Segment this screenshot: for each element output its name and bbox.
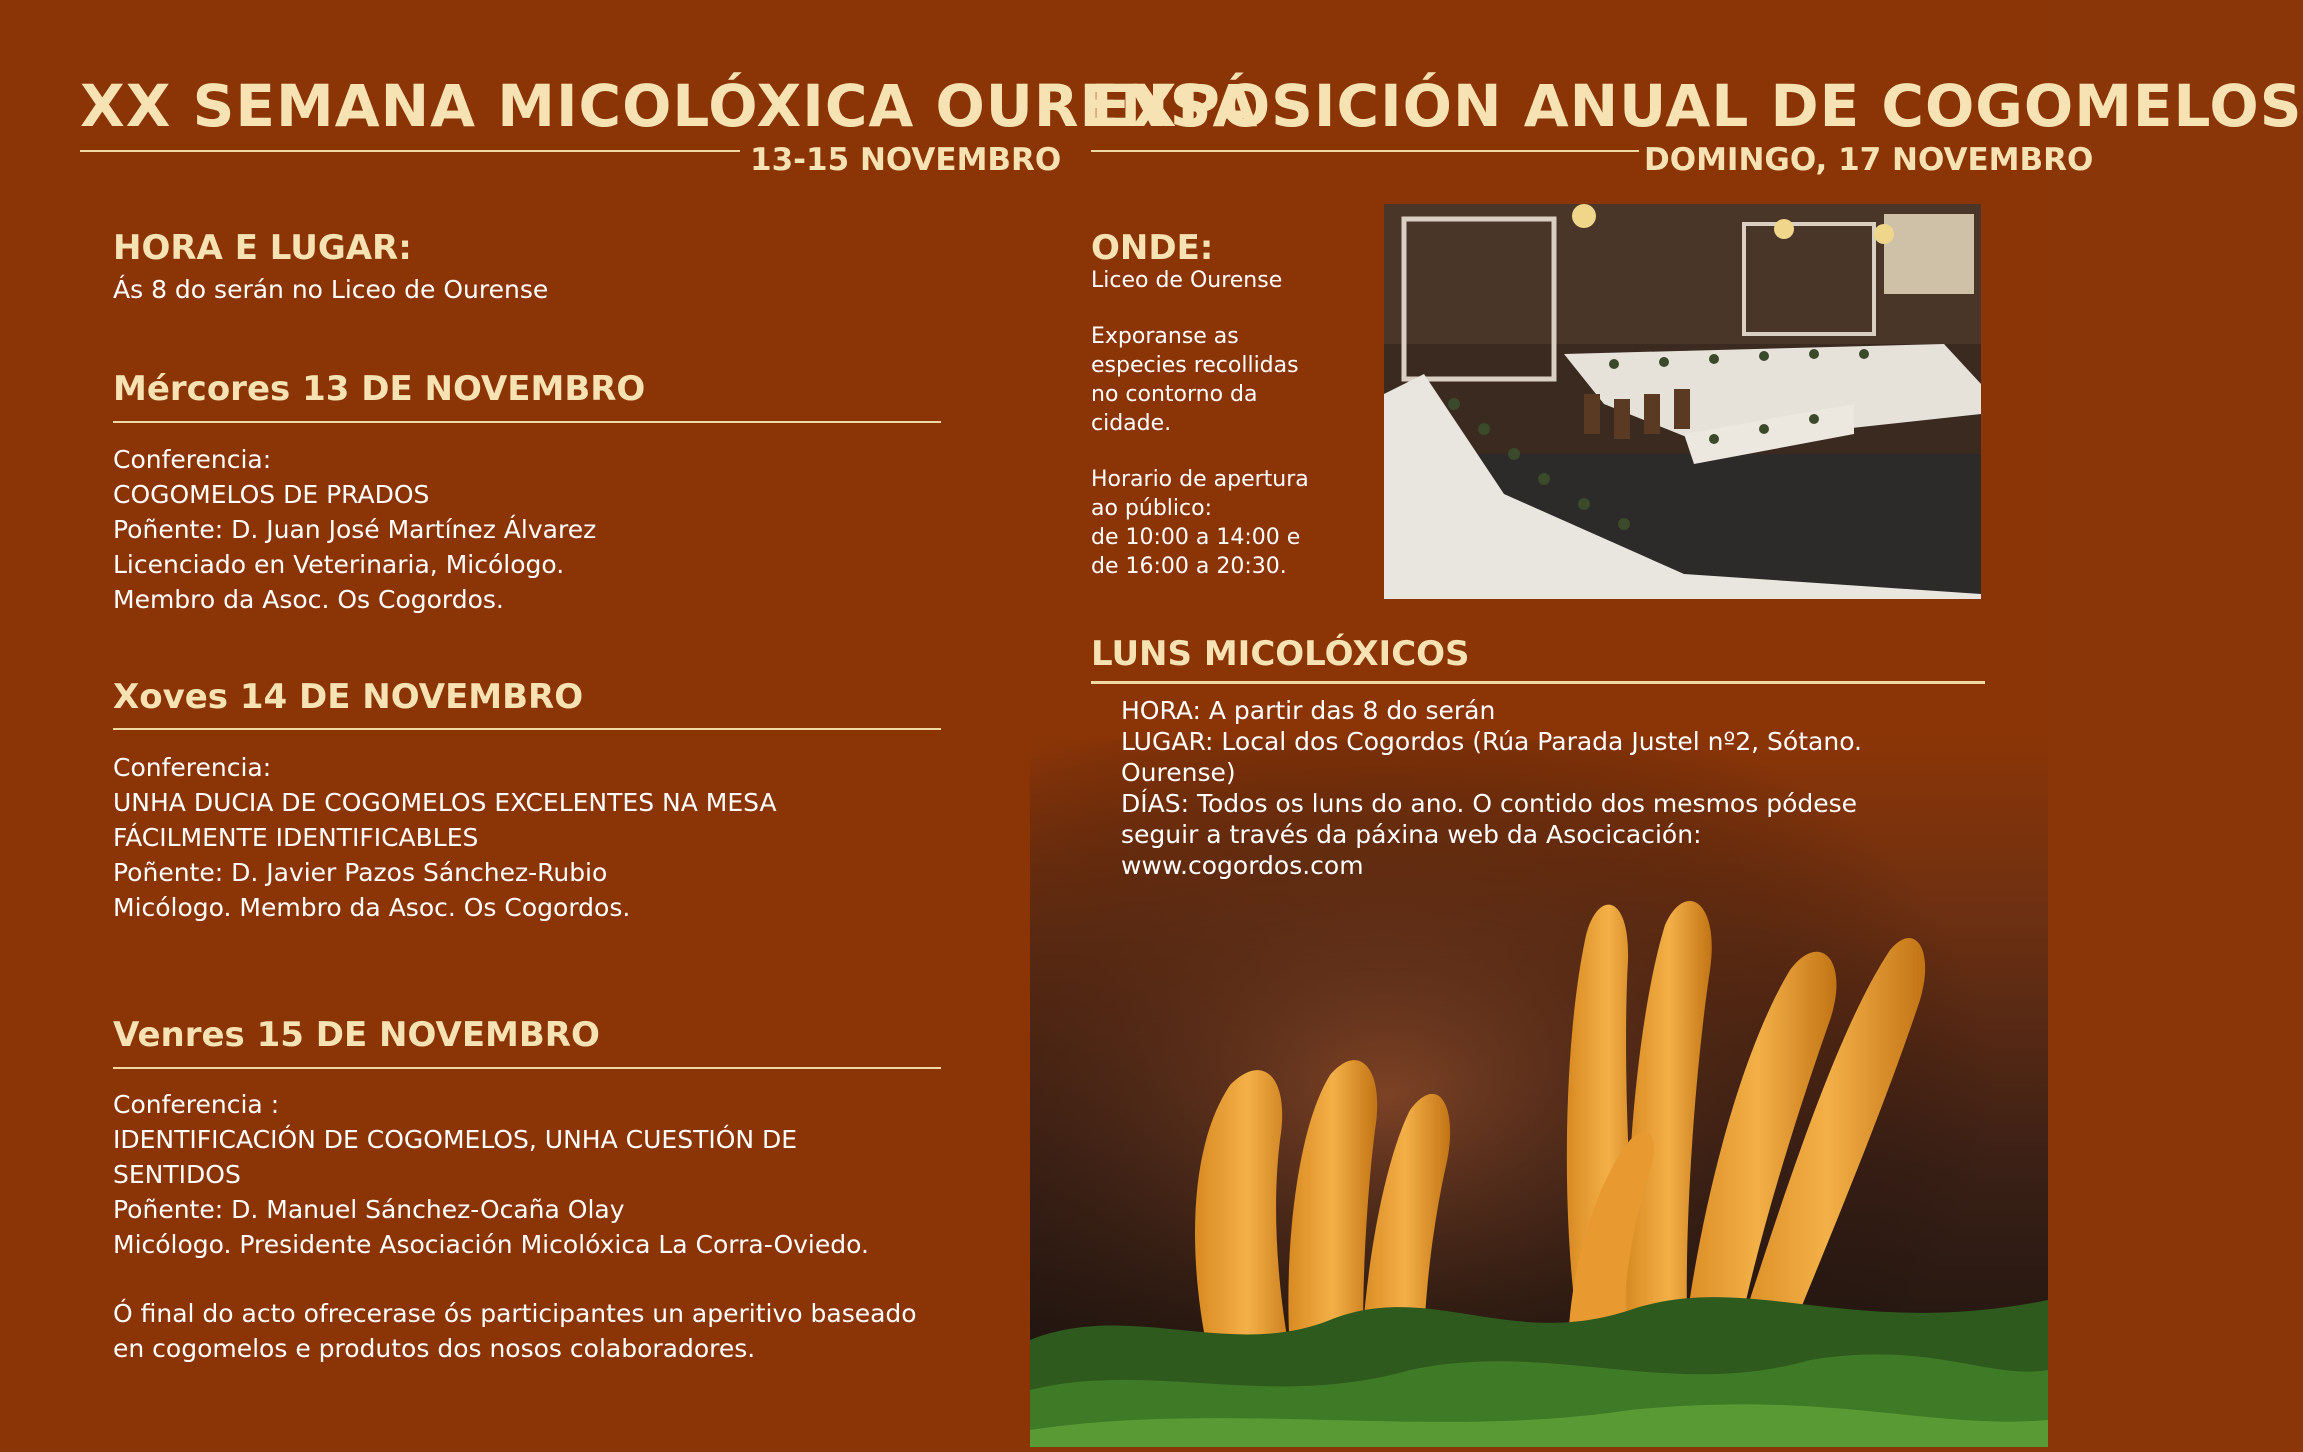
closing-note xyxy=(113,1296,917,1366)
luns-rule xyxy=(1091,681,1985,684)
hora-lugar-heading: HORA E LUGAR: xyxy=(113,228,412,268)
day-rule xyxy=(113,421,941,423)
body-line: FÁCILMENTE IDENTIFICABLES xyxy=(113,823,479,852)
body-line: Poñente: D. Javier Pazos Sánchez-Rubio xyxy=(113,858,608,887)
day-rule xyxy=(113,728,941,730)
event-dates: 13-15 NOVEMBRO xyxy=(750,142,1062,178)
onde-body xyxy=(1091,266,1309,581)
exhibition-date: DOMINGO, 17 NOVEMBRO xyxy=(1644,142,2094,178)
title-rule xyxy=(80,150,740,152)
body-line: Licenciado en Veterinaria, Micólogo. xyxy=(113,550,565,579)
body-line: Poñente: D. Manuel Sánchez-Ocaña Olay xyxy=(113,1195,625,1224)
body-line: COGOMELOS DE PRADOS xyxy=(113,480,430,509)
day-heading-venres: Venres 15 DE NOVEMBRO xyxy=(113,1015,600,1055)
day-heading-mercores: Mércores 13 DE NOVEMBRO xyxy=(113,369,646,409)
luns-line: Ourense) xyxy=(1121,758,1236,787)
body-line: Micólogo. Presidente Asociación Micolóxica La Corra-Oviedo. xyxy=(113,1230,869,1259)
onde-hours-line: de 10:00 a 14:00 e xyxy=(1091,525,1301,550)
onde-desc-line: especies recollidas xyxy=(1091,353,1299,378)
onde-hours-line: de 16:00 a 20:30. xyxy=(1091,554,1287,579)
luns-line: HORA: A partir das 8 do serán xyxy=(1121,696,1496,725)
day-body-mercores xyxy=(113,442,596,617)
onde-desc-line: cidade. xyxy=(1091,411,1172,436)
onde-place: Liceo de Ourense xyxy=(1091,268,1283,293)
body-line: Conferencia: xyxy=(113,445,272,474)
body-line: UNHA DUCIA DE COGOMELOS EXCELENTES NA MESA xyxy=(113,788,777,817)
body-line: Conferencia : xyxy=(113,1090,280,1119)
closing-line: Ó final do acto ofrecerase ós participantes un aperitivo baseado xyxy=(113,1299,917,1328)
day-heading-xoves: Xoves 14 DE NOVEMBRO xyxy=(113,677,584,717)
main-title: XX SEMANA MICOLÓXICA OURENSÁ xyxy=(80,72,1259,140)
onde-heading: ONDE: xyxy=(1091,228,1214,268)
exhibition-title-rule xyxy=(1091,150,1639,152)
onde-hours-line: Horario de apertura xyxy=(1091,467,1309,492)
day-body-xoves xyxy=(113,750,777,925)
luns-heading: LUNS MICOLÓXICOS xyxy=(1091,634,1470,674)
day-body-venres xyxy=(113,1087,869,1262)
luns-body xyxy=(1121,695,1862,881)
closing-line: en cogomelos e produtos dos nosos colaboradores. xyxy=(113,1334,756,1363)
website-link[interactable]: www.cogordos.com xyxy=(1121,851,1364,880)
body-line: IDENTIFICACIÓN DE COGOMELOS, UNHA CUESTIÓN DE xyxy=(113,1125,798,1154)
body-line: Conferencia: xyxy=(113,753,272,782)
body-line: Membro da Asoc. Os Cogordos. xyxy=(113,585,504,614)
onde-hours-line: ao público: xyxy=(1091,496,1212,521)
day-rule xyxy=(113,1067,941,1069)
onde-desc-line: Exporanse as xyxy=(1091,324,1239,349)
body-line: SENTIDOS xyxy=(113,1160,241,1189)
onde-desc-line: no contorno da xyxy=(1091,382,1258,407)
hora-lugar-text: Ás 8 do serán no Liceo de Ourense xyxy=(113,275,549,304)
exhibition-hall-photo xyxy=(1384,204,1981,599)
body-line: Micólogo. Membro da Asoc. Os Cogordos. xyxy=(113,893,631,922)
luns-line: LUGAR: Local dos Cogordos (Rúa Parada Justel nº2, Sótano. xyxy=(1121,727,1862,756)
exhibition-title: EXPOSICIÓN ANUAL DE COGOMELOS xyxy=(1091,72,2303,140)
body-line: Poñente: D. Juan José Martínez Álvarez xyxy=(113,515,597,544)
luns-line: seguir a través da páxina web da Asocicación: xyxy=(1121,820,1702,849)
luns-line: DÍAS: Todos os luns do ano. O contido dos mesmos pódese xyxy=(1121,789,1858,818)
